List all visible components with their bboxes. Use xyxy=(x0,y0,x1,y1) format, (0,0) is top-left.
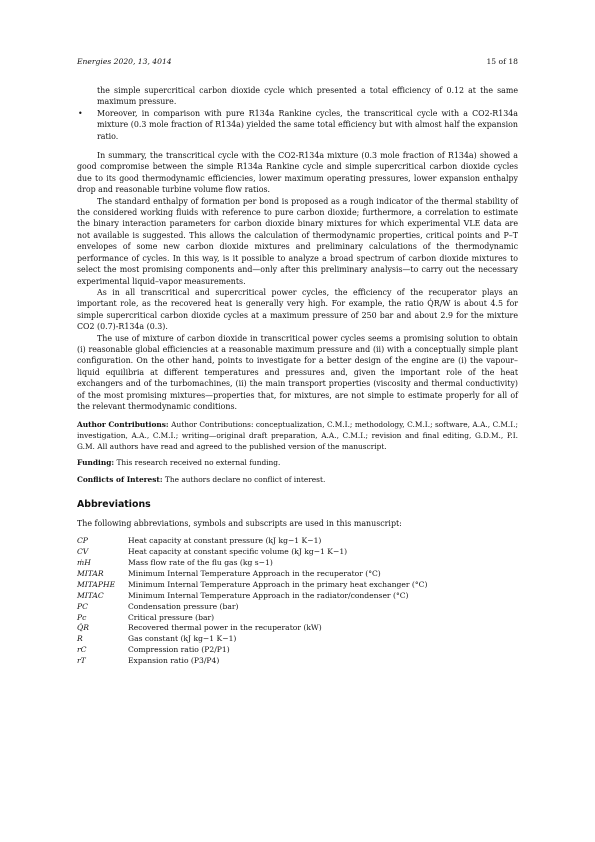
abbreviation-definition: Minimum Internal Temperature Approach in the radiator/condenser (°C) xyxy=(128,590,409,600)
abbreviation-definition: Heat capacity at constant specific volume (kJ kg−1 K−1) xyxy=(128,547,348,557)
abbreviations-intro: The following abbreviations, symbols and subscripts are used in this manuscript: xyxy=(77,518,402,528)
abbreviation-definition: Expansion ratio (P3/P4) xyxy=(128,656,220,666)
funding-text: This research received no external funding. xyxy=(116,458,281,468)
bullet-text: Moreover, in comparison with pure R134a Rankine cycles, the transcritical cycle with a CO2-R134a mixture (0.3 mole fraction of R134a) yielded the same total efficiency but with almost half the expansion ratio. xyxy=(97,108,518,141)
abbreviation-row xyxy=(77,634,518,645)
abbreviation-symbol: R xyxy=(77,634,83,644)
bullet-icon: • xyxy=(78,108,83,118)
abbreviation-row xyxy=(77,613,518,624)
abbreviation-definition: Condensation pressure (bar) xyxy=(128,601,239,611)
paragraph: In summary, the transcritical cycle with the CO2-R134a mixture (0.3 mole fraction of R134a) showed a good compromise between the simple R134a Rankine cycle and simple supercritical carbon dioxide cycles due to its good thermodynamic efficiencies, lower maximum operating pressures, lower expansion enthalpy drop and reasonable turbine volume flow ratios. xyxy=(77,151,518,195)
conflicts-text: The authors declare no conflict of interest. xyxy=(164,474,326,484)
funding-label: Funding: xyxy=(77,458,115,468)
paragraph: As in all transcritical and supercritical power cycles, the efficiency of the recuperator plays an important role, as the recovered heat is generally very high. For example, the ratio Q̇R/W is about 4.5 for simple supercritical carbon dioxide cycles at a maximum pressure of 250 bar and about 2.9 for the mixture CO2 (0.7)-R134a (0.3). xyxy=(77,287,518,332)
page-header xyxy=(77,57,518,69)
abbreviation-definition: Compression ratio (P2/P1) xyxy=(128,645,230,655)
abbreviation-row xyxy=(77,623,518,634)
abbreviation-symbol: MITAR xyxy=(77,568,104,578)
abbreviation-symbol: Q̇R xyxy=(77,623,89,633)
abbreviation-row xyxy=(77,569,518,580)
abbreviation-row xyxy=(77,536,518,547)
abbreviation-definition: Gas constant (kJ kg−1 K−1) xyxy=(128,634,237,644)
abbreviation-definition: Minimum Internal Temperature Approach in the primary heat exchanger (°C) xyxy=(128,579,428,589)
abbreviation-symbol: ṁH xyxy=(77,557,91,567)
abbreviation-definition: Heat capacity at constant pressure (kJ kg−1 K−1) xyxy=(128,536,322,546)
main-content xyxy=(77,85,518,667)
abbreviation-row xyxy=(77,656,518,667)
abbreviation-row xyxy=(77,645,518,656)
author-contributions xyxy=(77,420,518,452)
abbreviation-symbol: CP xyxy=(77,536,88,546)
abbreviation-symbol: MITAPHE xyxy=(77,579,116,589)
abbreviation-symbol: PC xyxy=(77,601,88,611)
abbreviation-definition: Critical pressure (bar) xyxy=(128,612,215,622)
conflicts-statement xyxy=(77,475,518,486)
paragraph: The standard enthalpy of formation per bond is proposed as a rough indicator of the thermal stability of the considered working fluids with reference to pure carbon dioxide; furthermore, a correlation to estimate the binary interaction parameters for carbon dioxide binary mixtures for which experimental VLE data are not available is suggested. This allows the calculation of thermodynamic properties, critical points and P–T envelopes of some new carbon dioxide mixtures and preliminary calculations of the thermodynamic performance of cycles. In this way, is it possible to analyze a broad spectrum of carbon dioxide mixtures to select the most promising components and—only after this preliminary analysis—to carry out the necessary experimental liquid–vapor measurements. xyxy=(77,196,518,286)
abbreviation-definition: Minimum Internal Temperature Approach in the recuperator (°C) xyxy=(128,568,381,578)
page-number: 15 of 18 xyxy=(486,57,518,66)
abbreviation-definition: Mass flow rate of the flu gas (kg s−1) xyxy=(128,557,273,567)
conflicts-label: Conflicts of Interest: xyxy=(77,474,163,484)
abbreviation-row xyxy=(77,558,518,569)
abbreviations-heading: Abbreviations xyxy=(77,499,151,511)
journal-citation: Energies 2020, 13, 4014 xyxy=(77,57,172,66)
abbreviation-symbol: rT xyxy=(77,656,86,666)
abbreviation-symbol: CV xyxy=(77,547,89,557)
funding-statement xyxy=(77,458,518,469)
abbreviation-row xyxy=(77,547,518,558)
contributions-label: Author Contributions: xyxy=(77,420,169,430)
bullet-item xyxy=(77,108,518,142)
abbreviation-row xyxy=(77,591,518,602)
abbreviation-symbol: MITAC xyxy=(77,590,104,600)
abbreviation-row xyxy=(77,580,518,591)
abbreviation-row xyxy=(77,602,518,613)
bullet-continuation: the simple supercritical carbon dioxide cycle which presented a total efficiency of 0.12 at the same maximum pressure. xyxy=(97,86,518,107)
abbreviation-symbol: Pc xyxy=(77,612,87,622)
abbreviation-definition: Recovered thermal power in the recuperator (kW) xyxy=(128,623,322,633)
abbreviation-symbol: rC xyxy=(77,645,87,655)
contributions-text: Author Contributions: conceptualization, C.M.I.; methodology, C.M.I.; software, A.A., C.M.I.; investigation, A.A., C.M.I.; writing—original draft preparation, A.A., C.M.I.; revision and final editing, G.D.M., P.I. G.M. All authors have read and agreed to the published version of the manuscript. xyxy=(77,420,518,451)
paragraph: The use of mixture of carbon dioxide in transcritical power cycles seems a promising solution to obtain (i) reasonable global efficiencies at a reasonable maximum pressure and (ii) with a conceptually simple plant configuration. On the other hand, points to investigate for a better design of the engine are (i) the vapour–liquid equilibria at different temperatures and pressures and, given the important role of the heat exchangers and of the turbomachines, (ii) the main transport properties (viscosity and thermal conductivity) of the most promising mixtures—properties that, for mixtures, are not simple to estimate properly for all of the relevant thermodynamic conditions. xyxy=(77,333,518,411)
abbreviations-list xyxy=(77,536,518,667)
